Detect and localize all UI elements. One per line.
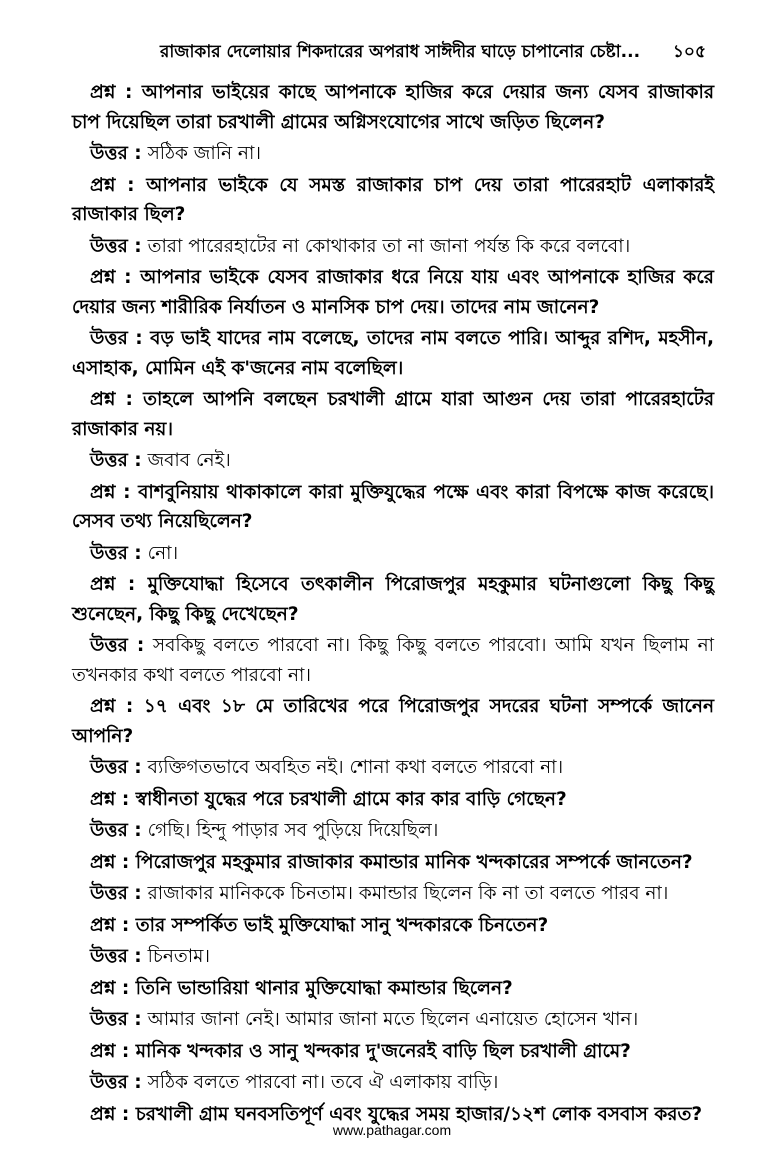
question-paragraph xyxy=(72,263,714,322)
question-label: প্রশ্ন : xyxy=(90,851,130,873)
paragraph-text: চরখালী গ্রাম ঘনবসতিপূর্ণ এবং যুদ্ধের সময় হাজার/১২শ লোক বসবাস করত? xyxy=(135,1103,703,1125)
question-label: প্রশ্ন : xyxy=(90,914,130,936)
question-paragraph xyxy=(72,478,714,537)
page-number: ১০৫ xyxy=(672,42,706,62)
paragraph-text: জবাব নেই। xyxy=(147,450,231,471)
running-title: রাজাকার দেলোয়ার শিকদারের অপরাধ সাঈদীর ঘাড়ে চাপানোর চেষ্টা... xyxy=(160,42,641,62)
answer-paragraph xyxy=(72,539,714,569)
answer-label: উত্তর : xyxy=(90,143,142,164)
page-header xyxy=(160,38,706,68)
question-label: প্রশ্ন : xyxy=(90,574,136,595)
paragraph-text: ব্যক্তিগতভাবে অবহিত নই। শোনা কথা বলতে পারবো না। xyxy=(147,757,564,778)
answer-paragraph xyxy=(72,324,714,383)
paragraph-text: আমার জানা নেই। আমার জানা মতে ছিলেন এনায়েত হোসেন খান। xyxy=(147,1009,639,1030)
paragraph-text: বাশবুনিয়ায় থাকাকালে কারা মুক্তিযুদ্ধের পক্ষে এবং কারা বিপক্ষে কাজ করেছে। সেসব তথ্য নিয়েছিলেন? xyxy=(72,481,714,532)
question-paragraph xyxy=(72,385,714,444)
question-label: প্রশ্ন : xyxy=(90,267,132,288)
paragraph-text: পিরোজপুর মহকুমার রাজাকার কমান্ডার মানিক খন্দকারের সম্পর্কে জানতেন? xyxy=(135,851,693,873)
question-label: প্রশ্ন : xyxy=(90,788,130,810)
answer-label: উত্তর : xyxy=(90,883,142,904)
question-paragraph xyxy=(72,692,714,751)
answer-label: উত্তর : xyxy=(90,946,142,967)
answer-label: উত্তর : xyxy=(90,757,142,778)
answer-label: উত্তর : xyxy=(90,1009,142,1030)
answer-label: উত্তর : xyxy=(90,635,145,656)
paragraph-text: তিনি ভান্ডারিয়া থানার মুক্তিযোদ্ধা কমান্ডার ছিলেন? xyxy=(135,977,513,999)
paragraph-text: গেছি। হিন্দু পাড়ার সব পুড়িয়ে দিয়েছিল। xyxy=(147,820,439,841)
answer-label: উত্তর : xyxy=(90,542,142,564)
paragraph-text: মুক্তিযোদ্ধা হিসেবে তৎকালীন পিরোজপুর মহকুমার ঘটনাগুলো কিছু কিছু শুনেছেন, কিছু কিছু দেখেছেন? xyxy=(72,574,714,625)
answer-paragraph xyxy=(72,1005,714,1035)
question-paragraph xyxy=(72,1037,714,1067)
paragraph-text: আপনার ভাইয়ের কাছে আপনাকে হাজির করে দেয়ার জন্য যেসব রাজাকার চাপ দিয়েছিল তারা চরখালী গ্রামের অগ্নিসংযোগের সাথে জড়িত ছিলেন? xyxy=(72,82,714,133)
question-paragraph xyxy=(72,974,714,1004)
answer-paragraph xyxy=(72,753,714,783)
answer-label: উত্তর : xyxy=(90,328,143,349)
paragraph-text: রাজাকার মানিককে চিনতাম। কমান্ডার ছিলেন কি না তা বলতে পারব না। xyxy=(147,883,669,904)
answer-paragraph xyxy=(72,879,714,909)
paragraph-text: সঠিক জানি না। xyxy=(147,143,261,164)
answer-paragraph xyxy=(72,446,714,476)
paragraph-text: চিনতাম। xyxy=(147,946,211,967)
question-paragraph xyxy=(72,848,714,878)
question-label: প্রশ্ন : xyxy=(90,1040,130,1062)
answer-label: উত্তর : xyxy=(90,235,142,257)
question-label: প্রশ্ন : xyxy=(90,389,133,410)
question-paragraph xyxy=(72,570,714,629)
paragraph-text: আপনার ভাইকে যেসব রাজাকার ধরে নিয়ে যায় এবং আপনাকে হাজির করে দেয়ার জন্য শারীরিক নির্যাতন ও মানসিক চাপ দেয়। তাদের নাম জানেন? xyxy=(72,267,714,318)
answer-paragraph xyxy=(72,139,714,169)
paragraph-text: মানিক খন্দকার ও সানু খন্দকার দু'জনেরই বাড়ি ছিল চরখালী গ্রামে? xyxy=(135,1040,631,1062)
question-label: প্রশ্ন : xyxy=(90,1103,130,1125)
question-label: প্রশ্ন : xyxy=(90,977,130,999)
question-paragraph xyxy=(72,785,714,815)
paragraph-text: সবকিছু বলতে পারবো না। কিছু কিছু বলতে পারবো। আমি যখন ছিলাম না তখনকার কথা বলতে পারবো না। xyxy=(72,635,714,686)
paragraph-text: স্বাধীনতা যুদ্ধের পরে চরখালী গ্রামে কার কার বাড়ি গেছেন? xyxy=(135,788,567,810)
page-footer xyxy=(0,1122,784,1138)
paragraph-text: তারা পারেরহাটের না কোথাকার তা না জানা পর্যন্ত কি করে বলবো। xyxy=(147,235,631,257)
paragraph-text: সঠিক বলতে পারবো না। তবে ঐ এলাকায় বাড়ি। xyxy=(147,1072,499,1093)
paragraph-text: তার সম্পর্কিত ভাই মুক্তিযোদ্ধা সানু খন্দকারকে চিনতেন? xyxy=(135,914,549,936)
question-label: প্রশ্ন : xyxy=(90,696,134,717)
answer-paragraph xyxy=(72,631,714,690)
answer-paragraph xyxy=(72,232,714,262)
answer-paragraph xyxy=(72,816,714,846)
paragraph-text: নো। xyxy=(147,542,179,564)
question-label: প্রশ্ন : xyxy=(90,481,131,503)
question-paragraph xyxy=(72,911,714,941)
answer-label: উত্তর : xyxy=(90,1072,142,1093)
answer-label: উত্তর : xyxy=(90,820,142,841)
paragraph-text: তাহলে আপনি বলছেন চরখালী গ্রামে যারা আগুন দেয় তারা পারেরহাটের রাজাকার নয়। xyxy=(72,389,714,440)
paragraph-text: বড় ভাই যাদের নাম বলেছে, তাদের নাম বলতে পারি। আব্দুর রশিদ, মহসীন, এসাহাক, মোমিন এই ক'জনের নাম বলেছিল। xyxy=(72,328,714,379)
question-paragraph xyxy=(72,78,714,137)
paragraph-text: আপনার ভাইকে যে সমস্ত রাজাকার চাপ দেয় তারা পারেরহাট এলাকারই রাজাকার ছিল? xyxy=(72,174,714,225)
answer-label: উত্তর : xyxy=(90,450,142,471)
footer-site-text: www.pathagar.com xyxy=(332,1122,452,1138)
qa-content xyxy=(72,78,714,1131)
question-label: প্রশ্ন : xyxy=(90,174,135,196)
answer-paragraph xyxy=(72,942,714,972)
question-paragraph xyxy=(72,171,714,230)
paragraph-text: ১৭ এবং ১৮ মে তারিখের পরে পিরোজপুর সদরের ঘটনা সম্পর্কে জানেন আপনি? xyxy=(72,696,714,747)
question-label: প্রশ্ন : xyxy=(90,82,133,103)
answer-paragraph xyxy=(72,1068,714,1098)
